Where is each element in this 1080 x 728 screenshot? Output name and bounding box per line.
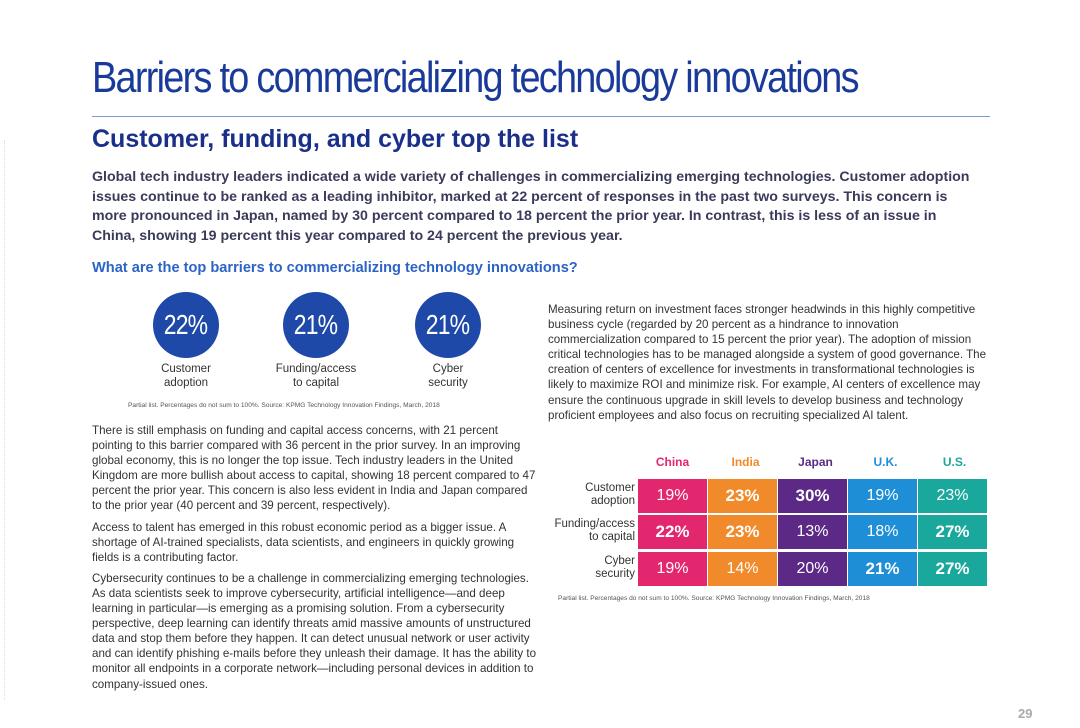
col-header-japan: Japan	[798, 455, 833, 469]
left-column	[92, 423, 537, 698]
table-cell: 27%	[918, 552, 987, 586]
page-number: 29	[1018, 706, 1033, 721]
col-header-india: India	[731, 455, 760, 469]
stat-label	[388, 362, 508, 390]
stat-label	[256, 362, 376, 390]
row-label-cyber-security	[545, 555, 635, 581]
stat-label-line: security	[428, 377, 468, 389]
stat-value: 21%	[426, 309, 470, 340]
table-cell: 18%	[848, 515, 917, 549]
stat-customer-adoption	[126, 292, 246, 390]
stat-circle	[153, 292, 219, 358]
footnote-left: Partial list. Percentages do not sum to 100%. Source: KPMG Technology Innovation Findings, March, 2018	[128, 402, 440, 409]
stat-circle	[415, 292, 481, 358]
stat-value: 22%	[164, 309, 208, 340]
table-cell: 14%	[708, 552, 777, 586]
stat-value: 21%	[294, 309, 338, 340]
stat-label-line: to capital	[292, 377, 340, 389]
intro-paragraph: Global tech industry leaders indicated a wide variety of challenges in commercializing emerging technologies. Customer adoption issues continue to be ranked as a leading inhibitor, marked at 22 percent of responses in the past two surveys. This concern is more pronounced in Japan, named by 30 percent compared to 18 percent the prior year. In contrast, this is less of an issue in China, showing 19 percent this year compared to 24 percent the previous year.	[92, 169, 970, 244]
stat-label-line: Customer	[161, 363, 211, 375]
title-divider	[92, 116, 990, 117]
col-header-china: China	[655, 455, 690, 469]
body-paragraph: There is still emphasis on funding and capital access concerns, with 21 percent pointing to this barrier compared with 36 percent in the prior survey. In an improving global economy, this is no longer the top issue. Tech industry leaders in the United Kingdom are more bullish about access to capital, showing 18 percent compared to 47 percent the prior year. This concern is also less evident in India and Japan compared to the prior year (40 percent and 39 percent, respectively).	[92, 424, 536, 513]
table-cell: 27%	[918, 515, 987, 549]
row-label-line: security	[595, 568, 635, 580]
row-label-line: adoption	[590, 495, 635, 507]
stat-cyber-security	[388, 292, 508, 390]
table-cell: 19%	[638, 552, 707, 586]
stat-label-line: Funding/access	[275, 363, 357, 375]
table-cell: 19%	[848, 479, 917, 513]
stat-label	[126, 362, 246, 390]
table-cell: 21%	[848, 552, 917, 586]
stat-circles	[152, 292, 492, 397]
page-subtitle: Customer, funding, and cyber top the list	[92, 125, 579, 153]
stat-funding-access	[256, 292, 376, 390]
table-cell: 13%	[778, 515, 847, 549]
right-column	[548, 302, 988, 429]
section-question: What are the top barriers to commercializing technology innovations?	[92, 260, 578, 276]
page-title: Barriers to commercializing technology innovations	[92, 53, 858, 102]
row-label-customer-adoption	[545, 482, 635, 508]
table-cell: 20%	[778, 552, 847, 586]
body-paragraph: Cybersecurity continues to be a challenge in commercializing emerging technologies. As data scientists seek to improve cybersecurity, artificial intelligence—and deep learning in particular—is emerging as a promising solution. From a cybersecurity perspective, deep learning can identify threats amid massive amounts of unstructured data and stop them before they happen. It can detect unusual network or user activity and can identify phishing e-mails before they unleash their damage. It has the ability to monitor all endpoints in a corporate network—including personal devices in addition to company-issued ones.	[92, 571, 537, 691]
row-label-line: Customer	[585, 482, 635, 494]
table-cell: 22%	[638, 515, 707, 549]
row-label-line: Cyber	[604, 555, 635, 567]
table-cell: 23%	[708, 515, 777, 549]
row-label-funding-access	[545, 518, 635, 544]
side-margin-text	[4, 140, 11, 700]
table-cell: 19%	[638, 479, 707, 513]
row-label-line: to capital	[588, 531, 635, 543]
footnote-right: Partial list. Percentages do not sum to 100%. Source: KPMG Technology Innovation Findings, March, 2018	[558, 595, 870, 602]
stat-circle	[283, 292, 349, 358]
body-paragraph: Access to talent has emerged in this robust economic period as a bigger issue. A shortage of AI-trained specialists, data scientists, and engineers in quickly growing fields is a contributing factor.	[92, 520, 515, 564]
table-cell: 23%	[918, 479, 987, 513]
col-header-us: U.S.	[942, 455, 967, 469]
table-cell: 23%	[708, 479, 777, 513]
stat-label-line: Cyber	[432, 363, 464, 375]
body-paragraph: Measuring return on investment faces stronger headwinds in this highly competitive business cycle (regarded by 20 percent as a hindrance to innovation commercialization compared to 15 percent the prior year). The adoption of mission critical technologies has to be managed alongside a system of good governance. The creation of centers of excellence for investments in transformational technologies is likely to maximize ROI and minimize risk. For example, AI centers of excellence may ensure the continuous upgrade in skill levels to develop business and technology proficient employees and also focus on recruiting specialized AI talent.	[548, 303, 987, 422]
stat-label-line: adoption	[163, 377, 209, 389]
row-label-line: Funding/access	[554, 518, 635, 530]
table-cell: 30%	[778, 479, 847, 513]
col-header-uk: U.K.	[873, 455, 898, 469]
